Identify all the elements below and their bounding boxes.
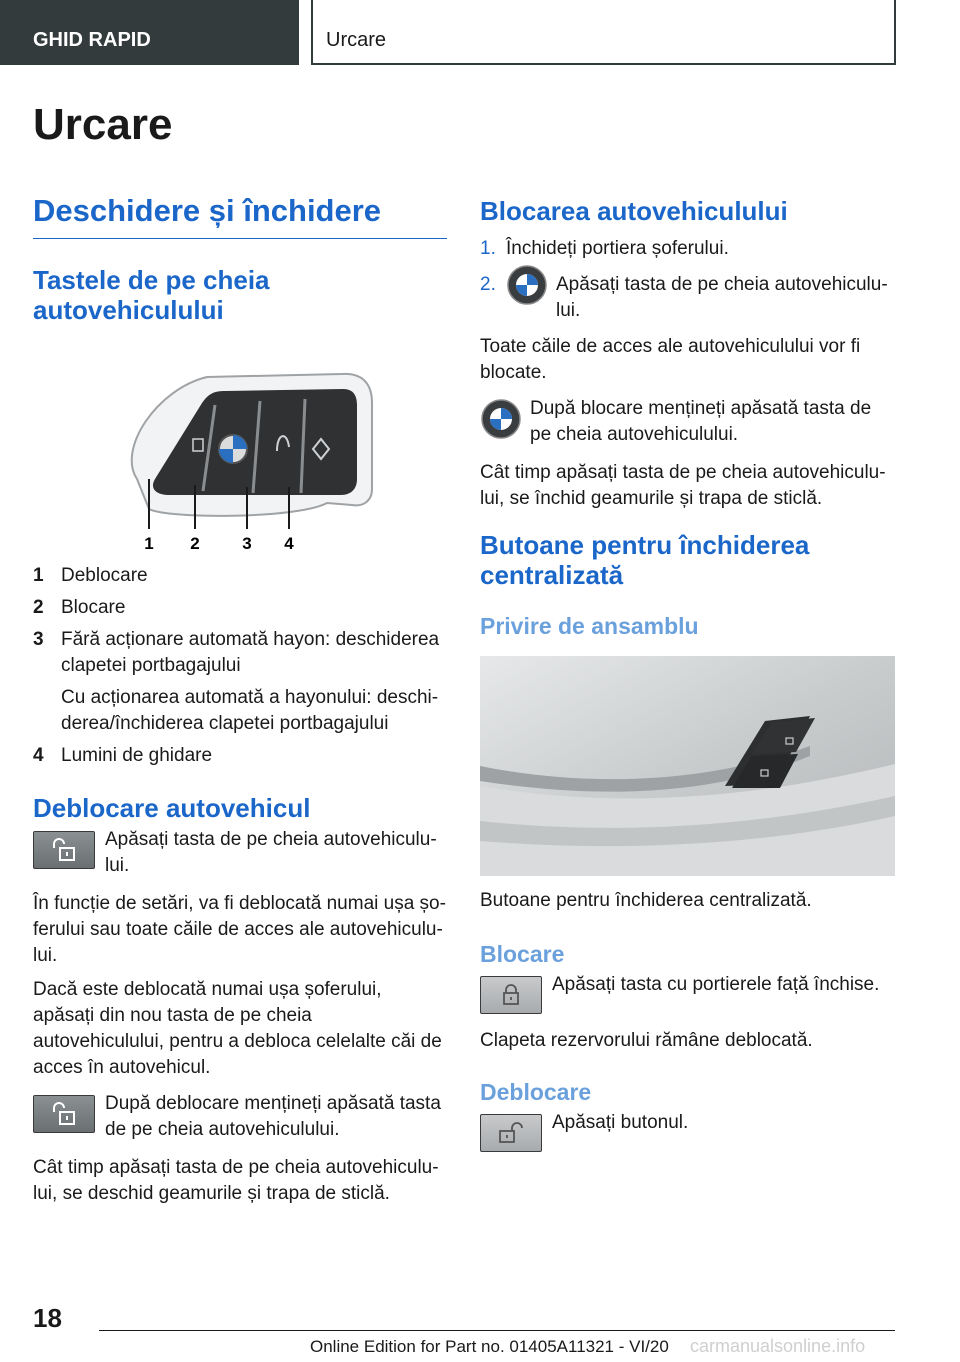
heading-blocare: Blocare bbox=[480, 941, 565, 967]
unlock-hold-instruction: După deblocare mențineți apăsată tasta de pe cheia autovehiculului. bbox=[33, 1091, 447, 1143]
blocare-note: Clapeta rezervorului rămâne deblocată. bbox=[480, 1030, 813, 1051]
key-fob-illustration bbox=[97, 369, 387, 559]
blocare-instruction: Apăsați tasta cu portierele față închise. bbox=[480, 972, 895, 1014]
deblocare-instruction: Apăsați butonul. bbox=[480, 1110, 895, 1152]
unlock-paragraph-1: În funcție de setări, va fi deblocată numai ușa șo-ferului sau toate căile de acces ale autovehiculu-lui. bbox=[33, 893, 446, 966]
lock-paragraph-1: Toate căile de acces ale autovehiculului vor fi blocate. bbox=[480, 336, 861, 383]
key-buttons-list bbox=[33, 563, 447, 769]
key-fob-label-1: 1 bbox=[144, 534, 154, 553]
unlock-paragraph-3: Cât timp apăsați tasta de pe cheia autovehiculu-lui, se deschid geamurile și trapa de sticlă. bbox=[33, 1157, 439, 1204]
heading-open-close: Deschidere și închidere bbox=[33, 192, 447, 239]
page-number: 18 bbox=[33, 1303, 62, 1333]
unlock-instruction: Apăsați tasta de pe cheia autovehiculu-lui. bbox=[33, 827, 447, 879]
heading-overview: Privire de ansamblu bbox=[480, 613, 699, 639]
heading-unlock-vehicle: Deblocare autovehicul bbox=[33, 793, 311, 823]
unlock-icon bbox=[33, 1095, 95, 1133]
list-item: 3 Fără acționare automată hayon: deschiderea clapetei portbagajului Cu acționarea automată a hayonului: deschi-derea/închiderea clapetei portbagajului bbox=[33, 629, 440, 734]
heading-deblocare: Deblocare bbox=[480, 1079, 592, 1105]
unlock-icon bbox=[33, 831, 95, 869]
heading-key-buttons: Tastele de pe cheia autovehiculului bbox=[33, 265, 270, 325]
right-column bbox=[480, 192, 895, 1152]
header-chapter-tab bbox=[311, 0, 896, 65]
list-item: 2 Blocare bbox=[33, 597, 126, 618]
header-chapter-label: Urcare bbox=[326, 29, 387, 51]
bmw-logo-icon bbox=[480, 398, 522, 440]
footer-edition: Online Edition for Part no. 01405A11321 - VI/20 bbox=[310, 1337, 669, 1356]
key-fob-label-4: 4 bbox=[284, 534, 294, 553]
heading-central-locking: Butoane pentru închiderea centralizată bbox=[480, 530, 810, 590]
lock-paragraph-2: Cât timp apăsați tasta de pe cheia autovehiculu-lui, se închid geamurile și trapa de sticlă. bbox=[480, 462, 886, 509]
list-item: 1. Închideți portiera șoferului. bbox=[480, 238, 729, 259]
left-column bbox=[33, 192, 447, 1207]
heading-lock-vehicle: Blocarea autovehiculului bbox=[480, 196, 788, 226]
photo-caption: Butoane pentru închiderea centralizată. bbox=[480, 890, 812, 911]
key-fob-label-2: 2 bbox=[190, 534, 200, 553]
door-lock-icon bbox=[480, 976, 542, 1014]
unlock-paragraph-2: Dacă este deblocată numai ușa șoferului, apăsați din nou tasta de pe cheia autovehiculului, pentru a debloca celelalte căi de acces în autovehicul. bbox=[33, 979, 442, 1078]
list-item: 1 Deblocare bbox=[33, 565, 148, 586]
lock-steps-list bbox=[480, 236, 895, 324]
door-unlock-icon bbox=[480, 1114, 542, 1152]
page-title: Urcare bbox=[33, 100, 173, 149]
list-item: 2. Apăsați tasta de pe cheia autovehiculu-lui. bbox=[480, 272, 895, 324]
header-section-label: GHID RAPID bbox=[33, 29, 151, 51]
header-section-tab bbox=[0, 0, 299, 65]
lock-hold-instruction: După blocare mențineți apăsată tasta de pe cheia autovehiculului. bbox=[480, 396, 895, 448]
bmw-logo-icon bbox=[506, 264, 548, 306]
watermark: carmanualsonline.info bbox=[690, 1336, 866, 1356]
door-buttons-photo bbox=[480, 656, 895, 876]
footer-divider bbox=[99, 1330, 895, 1331]
key-fob-label-3: 3 bbox=[242, 534, 252, 553]
list-item: 4 Lumini de ghidare bbox=[33, 745, 213, 766]
